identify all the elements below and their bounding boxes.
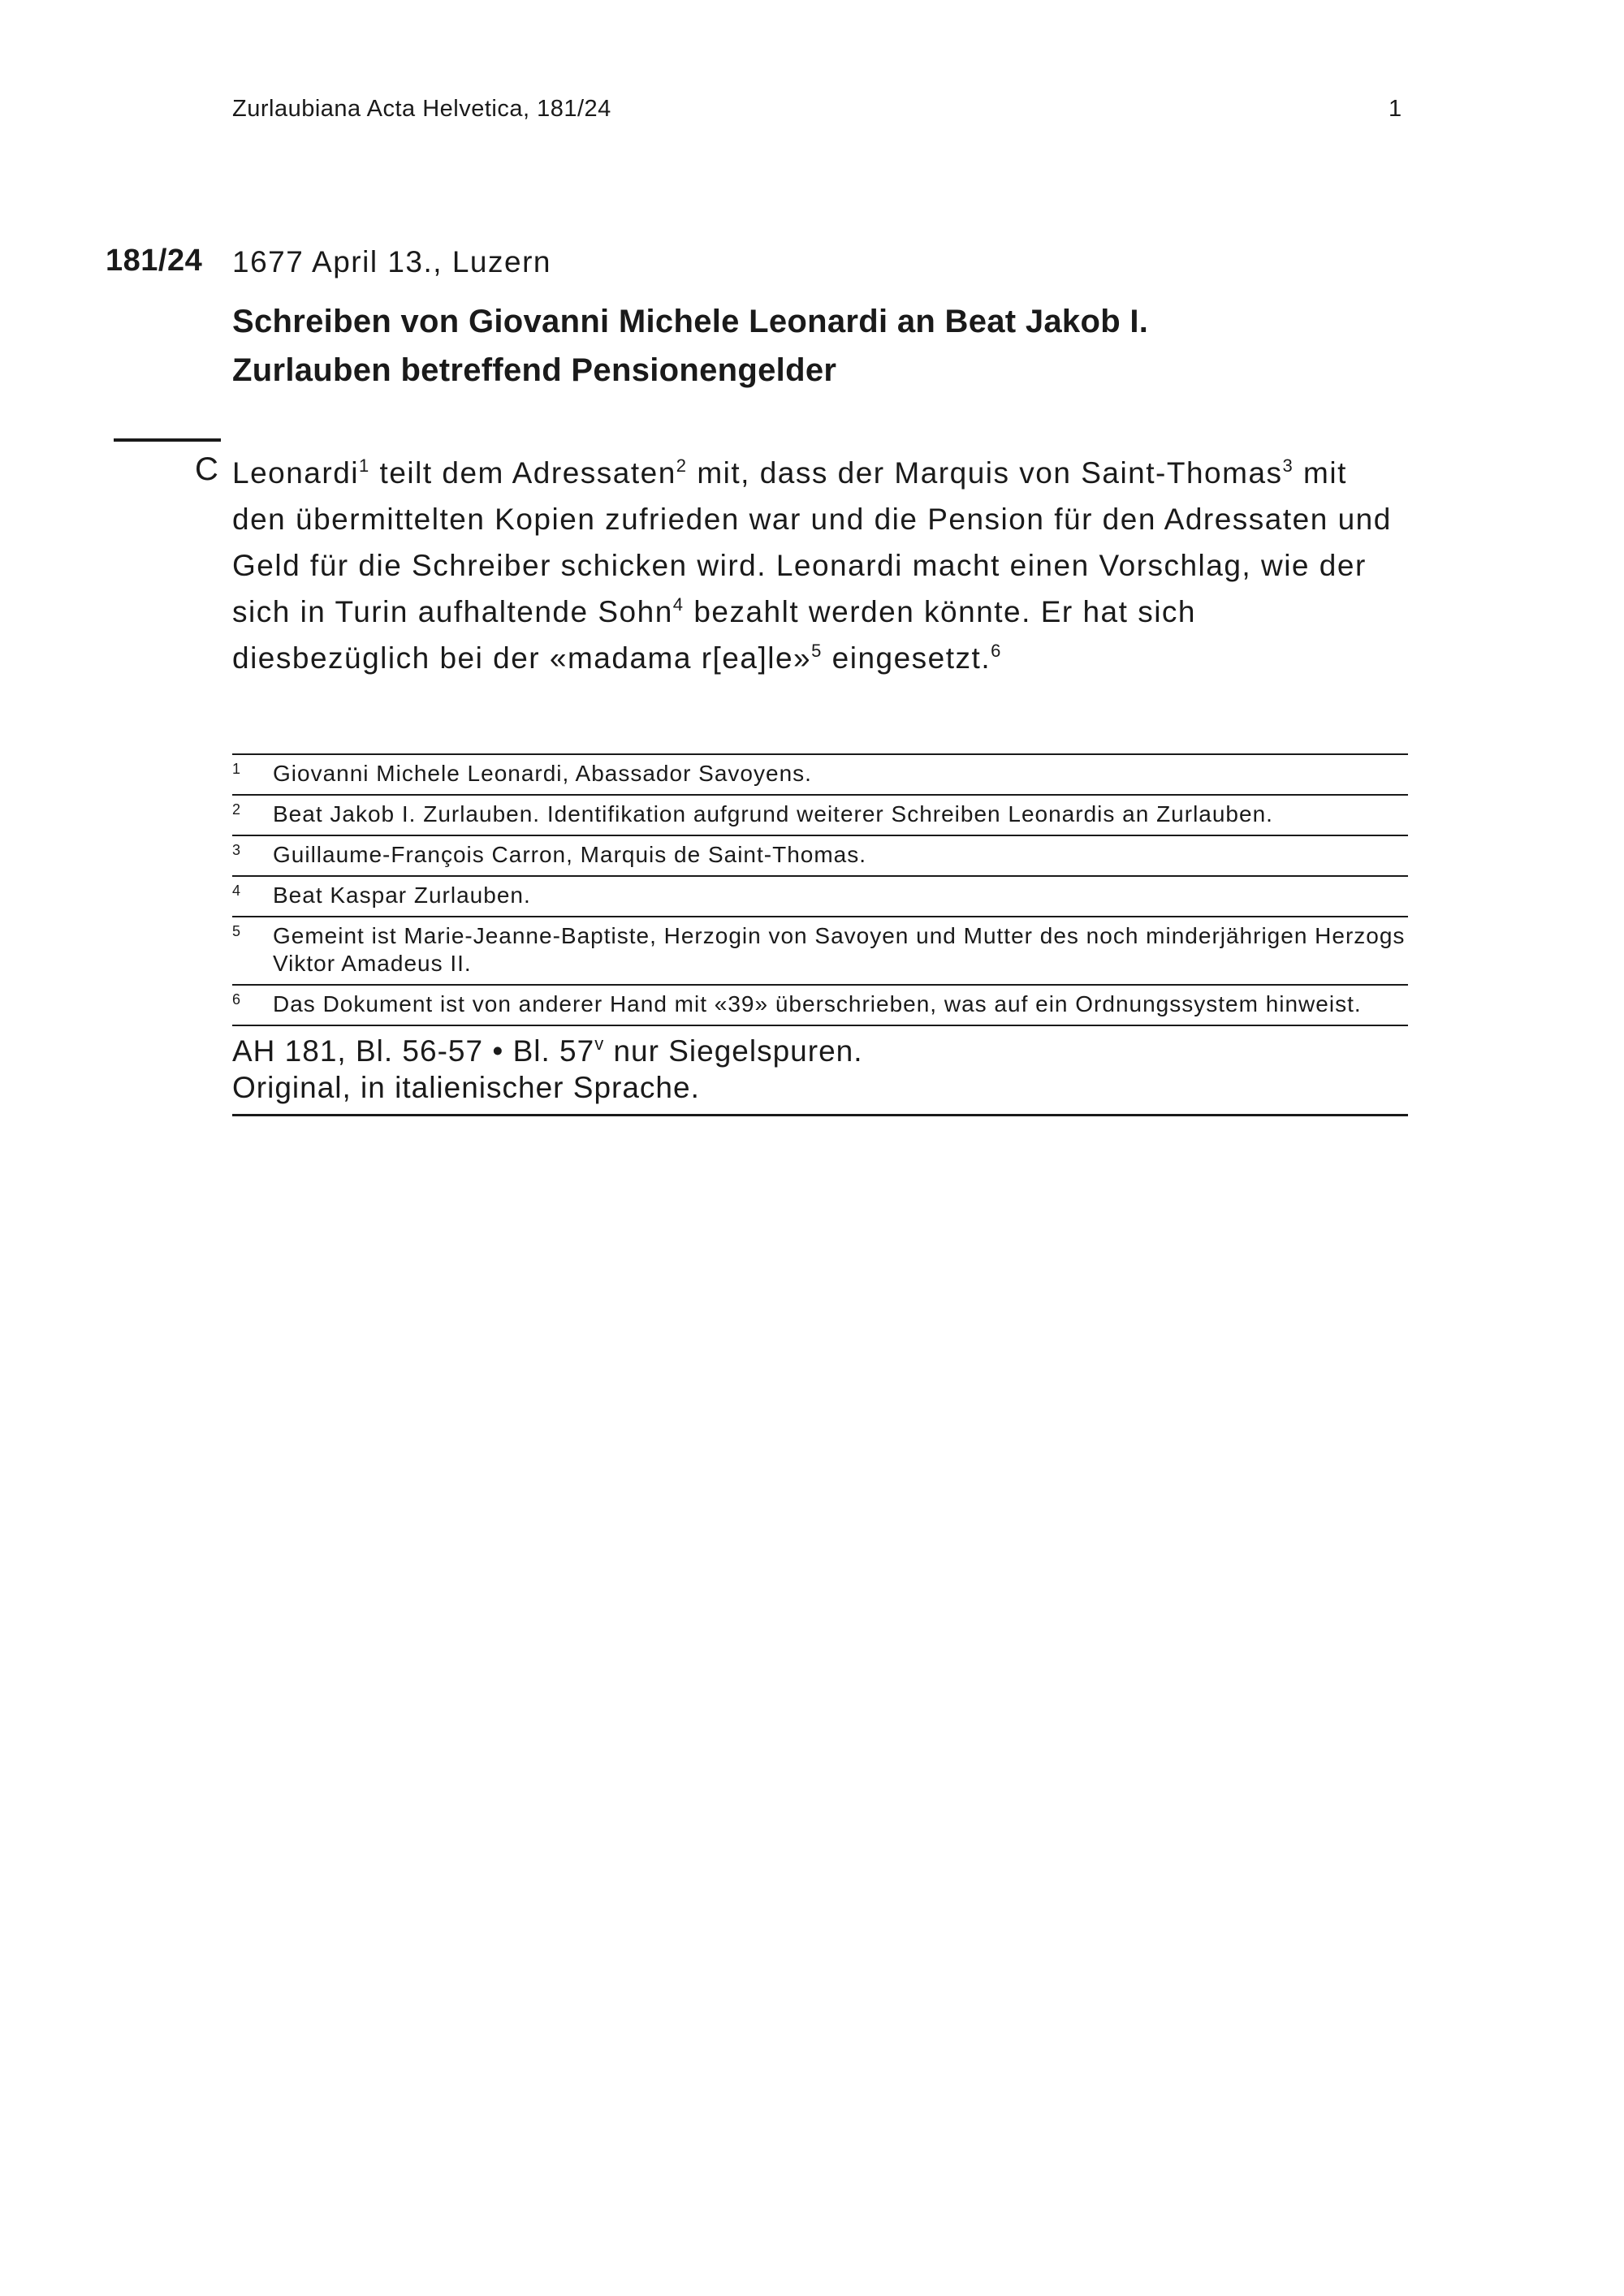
- footnote-text: Gemeint ist Marie-Jeanne-Baptiste, Herzogin von Savoyen und Mutter des noch minderjährigen Herzogs Viktor Amadeus II.: [273, 923, 1406, 976]
- regest-segment: Leonardi: [232, 456, 360, 490]
- footnote-item: [232, 794, 1408, 835]
- regest-text: [232, 450, 1402, 681]
- footnote-item: [232, 875, 1408, 916]
- entry-title: [232, 297, 1402, 395]
- entry-title-line-2: Zurlauben betreffend Pensionengelder: [232, 352, 837, 388]
- source-signature: AH 181, Bl. 56-57 • Bl. 57: [232, 1034, 595, 1068]
- footnote-item: [232, 984, 1408, 1025]
- footnote-ref[interactable]: 1: [359, 455, 370, 476]
- footnote-item: [232, 753, 1408, 794]
- footnote-text: Beat Jakob I. Zurlauben. Identifikation aufgrund weiterer Schreiben Leonardis an Zurlauben.: [273, 801, 1273, 826]
- regest-segment: eingesetzt.: [822, 641, 991, 675]
- footnote-number: 2: [232, 801, 242, 818]
- footnote-text: Beat Kaspar Zurlauben.: [273, 883, 531, 908]
- source-line-2: Original, in italienischer Sprache.: [232, 1071, 700, 1104]
- source-line-1: [232, 1033, 1408, 1069]
- footnote-number: 5: [232, 923, 242, 939]
- footnote-ref[interactable]: 4: [672, 594, 685, 615]
- running-title: Zurlaubiana Acta Helvetica, 181/24: [232, 96, 611, 122]
- footnote-text: Guillaume-François Carron, Marquis de Saint-Thomas.: [273, 842, 867, 867]
- source-block: [232, 1025, 1408, 1116]
- page-number: 1: [1389, 96, 1402, 122]
- footnote-ref[interactable]: 3: [1282, 455, 1294, 476]
- regest-marker: C: [195, 451, 218, 487]
- regest-segment: bezahlt werden könnte. Er hat sich diesbezüglich bei der «madama r[ea]le»: [232, 595, 1196, 675]
- footnote-number: 6: [232, 991, 242, 1008]
- footnote-ref[interactable]: 5: [811, 641, 823, 661]
- footnote-text: Das Dokument ist von anderer Hand mit «39» überschrieben, was auf ein Ordnungssystem hinweist.: [273, 991, 1362, 1016]
- regest-segment: mit, dass der Marquis von Saint-Thomas: [687, 456, 1283, 490]
- regest-rule: [114, 438, 221, 442]
- footnote-text: Giovanni Michele Leonardi, Abassador Savoyens.: [273, 761, 812, 786]
- regest-segment: teilt dem Adressaten: [369, 456, 676, 490]
- footnote-number: 4: [232, 883, 242, 899]
- footnote-item: [232, 835, 1408, 875]
- footnote-ref[interactable]: 2: [676, 455, 688, 476]
- source-note: nur Siegelspuren.: [604, 1034, 863, 1068]
- footnote-number: 1: [232, 761, 242, 777]
- footnote-ref[interactable]: 6: [991, 641, 1002, 661]
- footnote-number: 3: [232, 842, 242, 858]
- entry-title-line-1: Schreiben von Giovanni Michele Leonardi an Beat Jakob I.: [232, 304, 1149, 339]
- regest-segment: mit den übermittelten Kopien zufrieden war und die Pension für den Adressaten und Geld für die Schreiber schicken wird. Leonardi macht einen Vorschlag, wie der sich in Turin aufhaltende Sohn: [232, 456, 1392, 628]
- source-verso-mark: v: [594, 1034, 605, 1054]
- footnote-list: [232, 753, 1408, 1116]
- entry-date-place: 1677 April 13., Luzern: [232, 245, 551, 278]
- footnote-item: [232, 916, 1408, 984]
- entry-number: 181/24: [106, 244, 203, 278]
